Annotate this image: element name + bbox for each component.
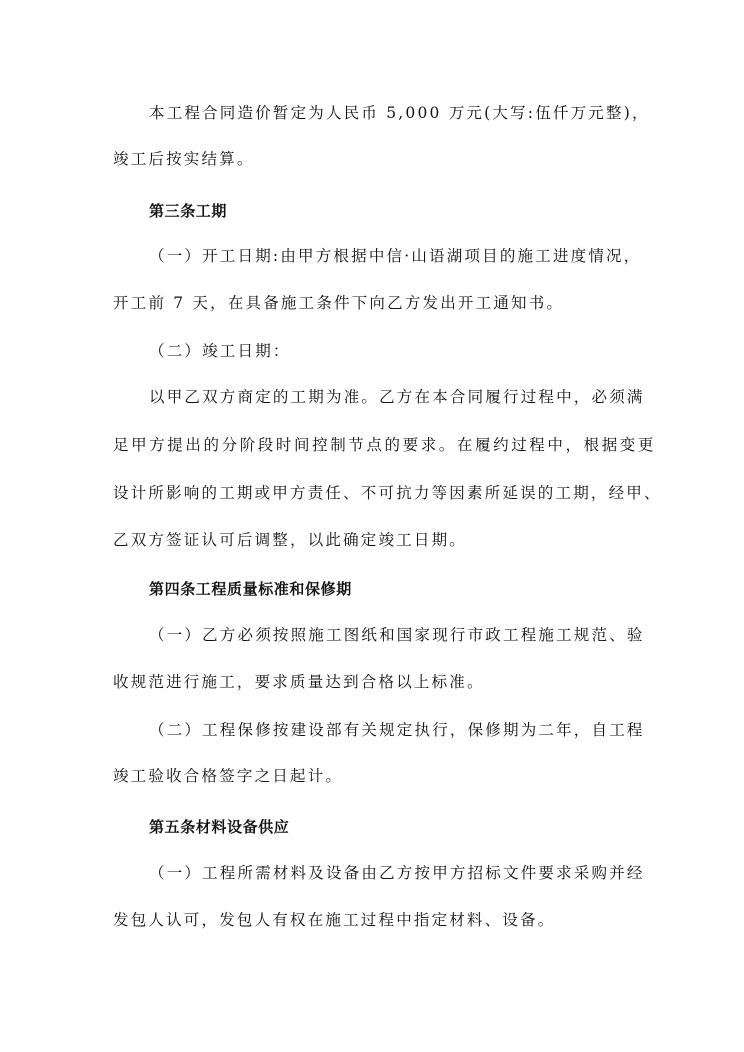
paragraph-warranty-line-2: 竣工验收合格签字之日起计。 [113,767,344,785]
paragraph-start-date-line-2: 开工前 7 天，在具备施工条件下向乙方发出开工通知书。 [113,294,565,312]
paragraph-materials-line-1: （一）工程所需材料及设备由乙方按甲方招标文件要求采购并经 [149,864,645,882]
paragraph-quality-line-2: 收规范进行施工，要求质量达到合格以上标准。 [113,673,485,691]
paragraph-quality-line-1: （一）乙方必须按照施工图纸和国家现行市政工程施工规范、验 [149,626,645,644]
paragraph-contract-price-line-2: 竣工后按实结算。 [113,150,255,168]
paragraph-completion-date-title: （二）竣工日期： [149,342,291,360]
paragraph-start-date-line-1: （一）开工日期:由甲方根据中信·山语湖项目的施工进度情况， [149,247,642,265]
heading-article-5: 第五条材料设备供应 [149,818,290,836]
paragraph-contract-price-line-1: 本工程合同造价暂定为人民币 5,000 万元(大写:伍仟万元整)， [149,104,650,122]
paragraph-completion-line-4: 乙双方签证认可后调整，以此确定竣工日期。 [113,531,468,549]
paragraph-materials-line-2: 发包人认可，发包人有权在施工过程中指定材料、设备。 [113,911,556,929]
heading-article-3: 第三条工期 [149,202,228,220]
paragraph-warranty-line-1: （二）工程保修按建设部有关规定执行，保修期为二年，自工程 [149,721,645,739]
paragraph-completion-line-2: 足甲方提出的分阶段时间控制节点的要求。在履约过程中，根据变更 [113,436,657,454]
paragraph-completion-line-3: 设计所影响的工期或甲方责任、不可抗力等因素所延误的工期，经甲、 [113,484,662,502]
heading-article-4: 第四条工程质量标准和保修期 [149,580,352,598]
paragraph-completion-line-1: 以甲乙双方商定的工期为准。乙方在本合同履行过程中，必须满 [149,388,645,406]
